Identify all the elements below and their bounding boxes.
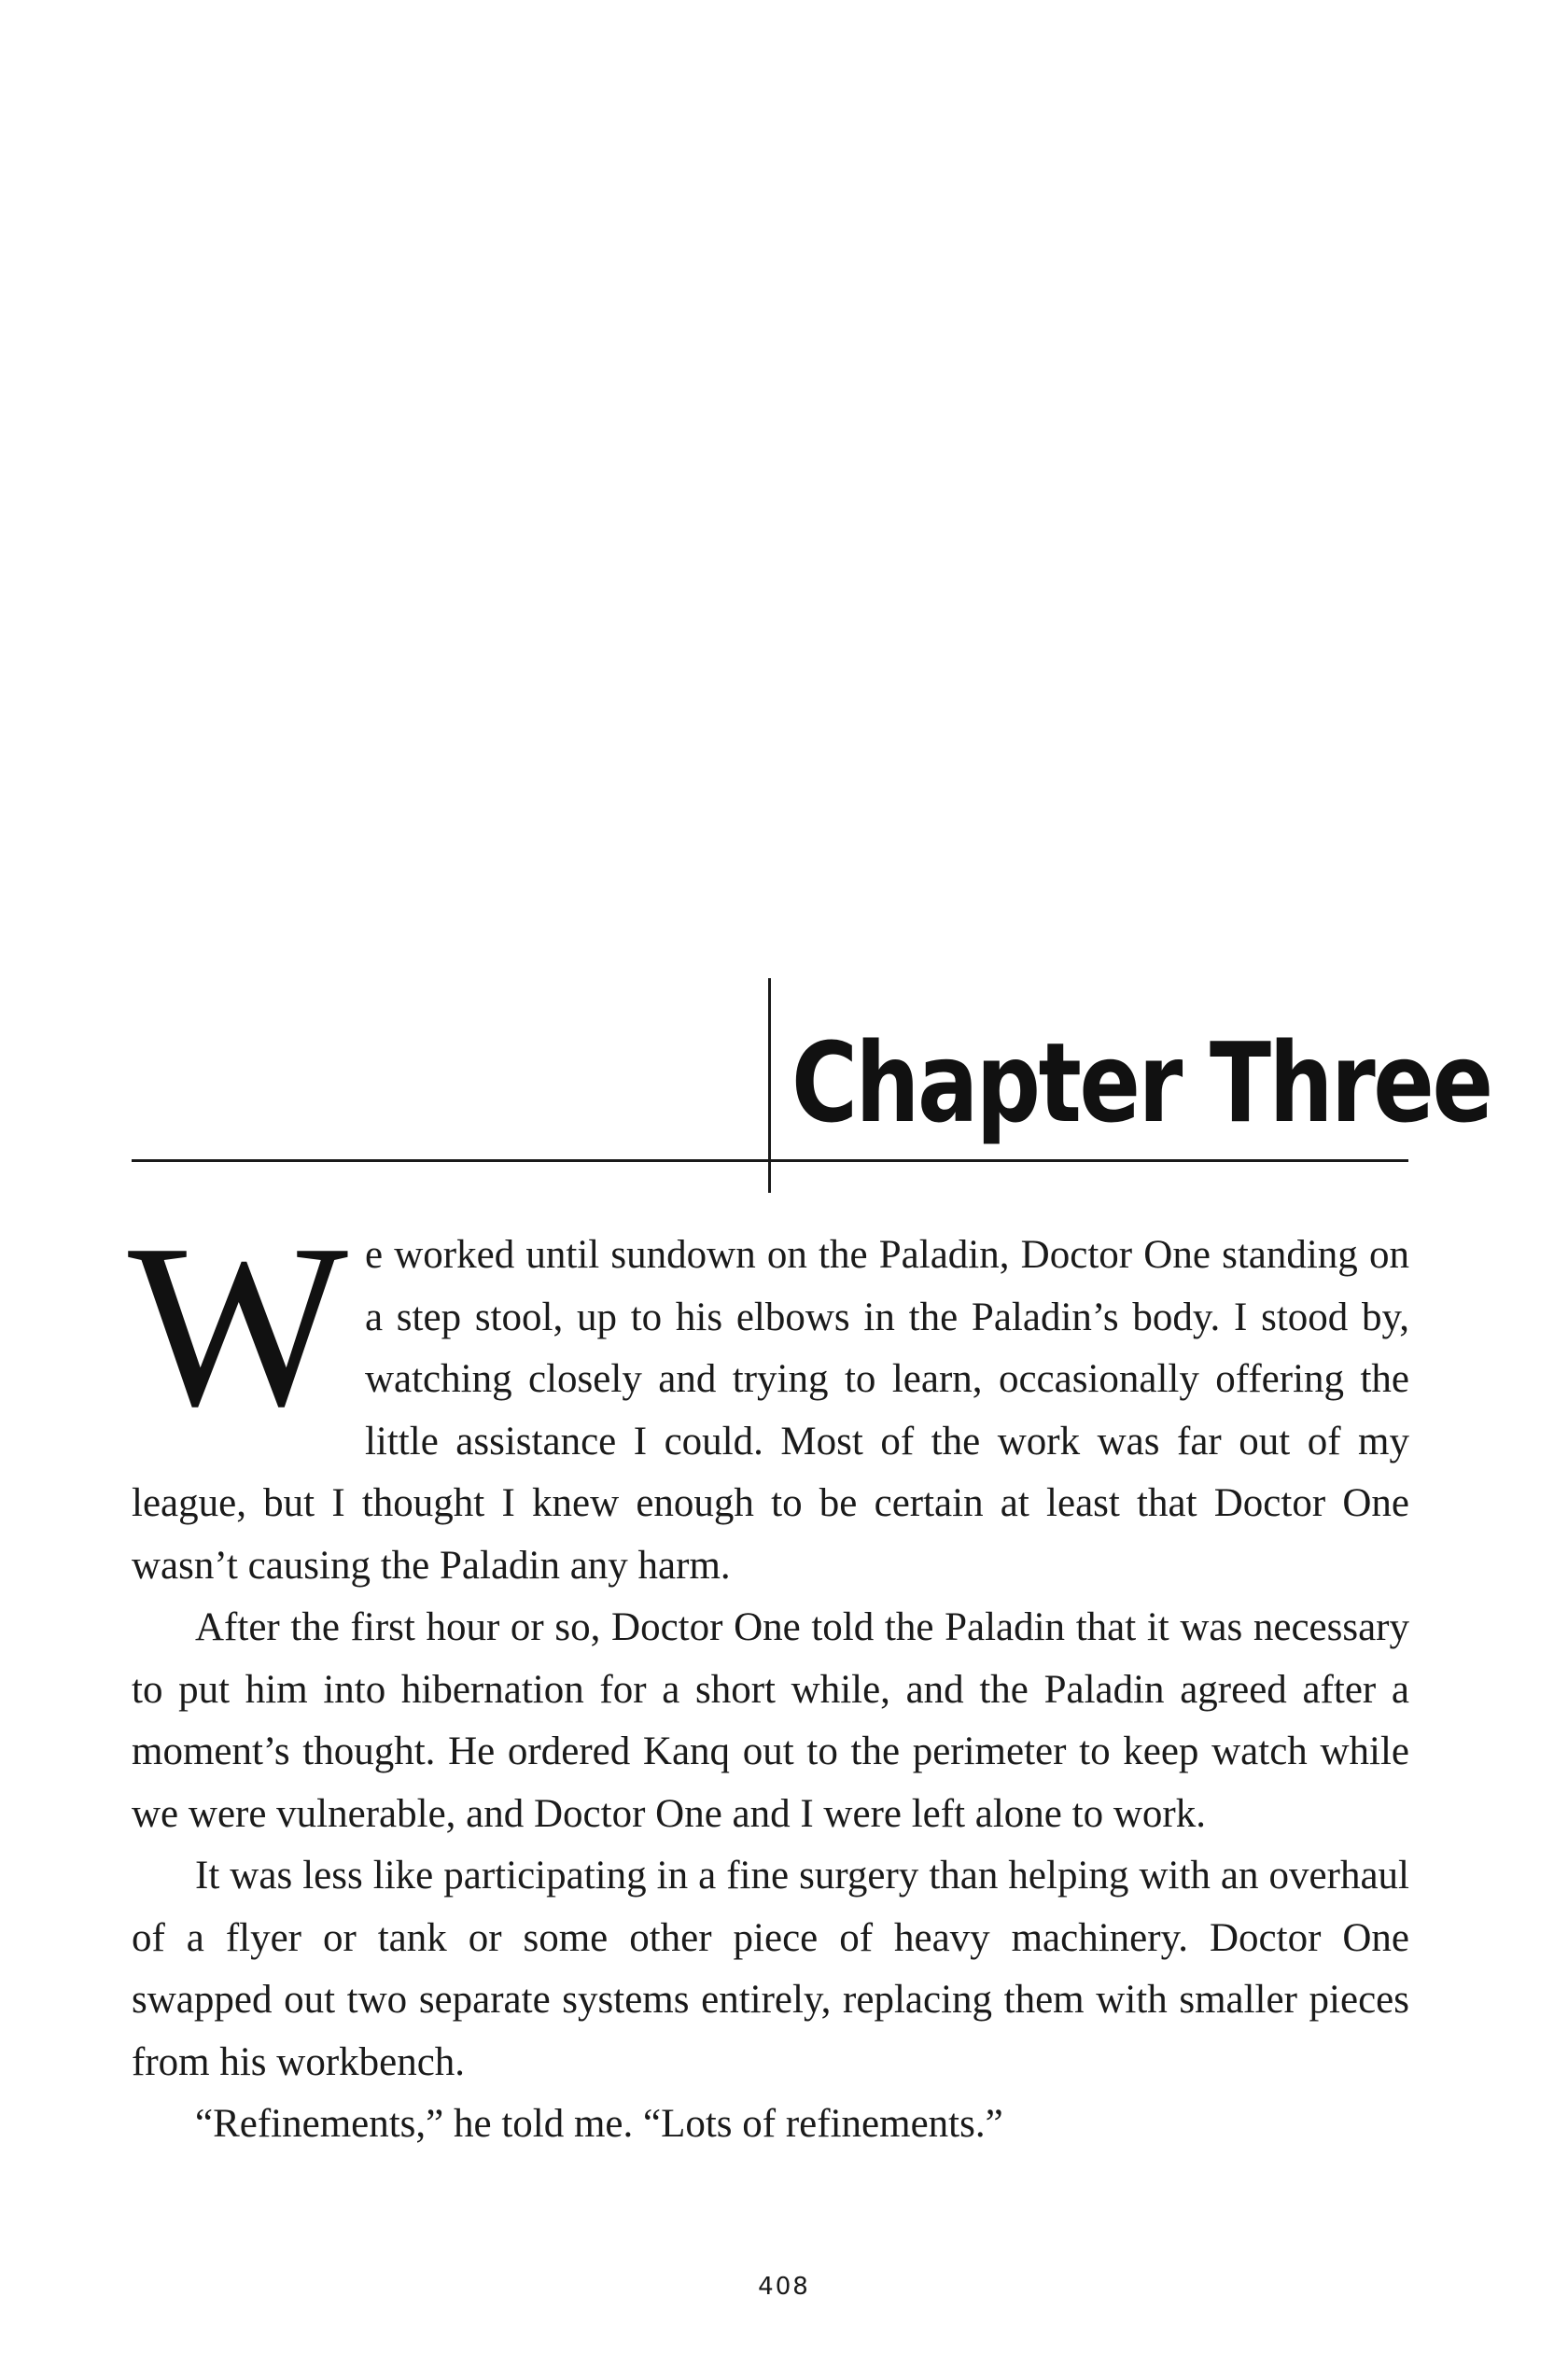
paragraph: It was less like participating in a fine surgery than helping with an overhaul of a flyer or tank or some other piece of heavy machinery. Doctor One swapped out two separate systems entirely, replacing them with smaller pieces from his workbench. [132,1854,1409,2084]
chapter-title: Chapter Three [791,1018,1491,1147]
chapter-horizontal-rule [132,1159,1408,1162]
paragraph: After the first hour or so, Doctor One told the Paladin that it was necessary to put him into hibernation for a short while, and the Paladin agreed after a moment’s thought. He ordered Kanq out to the perimeter to keep watch while we were vulnerable, and Doctor One and I were left alone to work. [132,1605,1409,1836]
page-number: 408 [758,2273,810,2301]
chapter-body [128,1197,1409,2156]
paragraph [128,1197,1409,1597]
paragraph-text: e worked until sundown on the Paladin, Doctor One standing on a step stool, up to his elbows in the Paladin’s body. I stood by, watching closely and trying to learn, occasionally offering the little assistance I could. Most of the work was far out of my league, but I thought I knew enough to be certain at least that Doctor One wasn’t causing the Paladin any harm. [132,1233,1409,1588]
paragraph: “Refinements,” he told me. “Lots of refinements.” [195,2102,1003,2146]
drop-cap: W [128,1197,348,1455]
